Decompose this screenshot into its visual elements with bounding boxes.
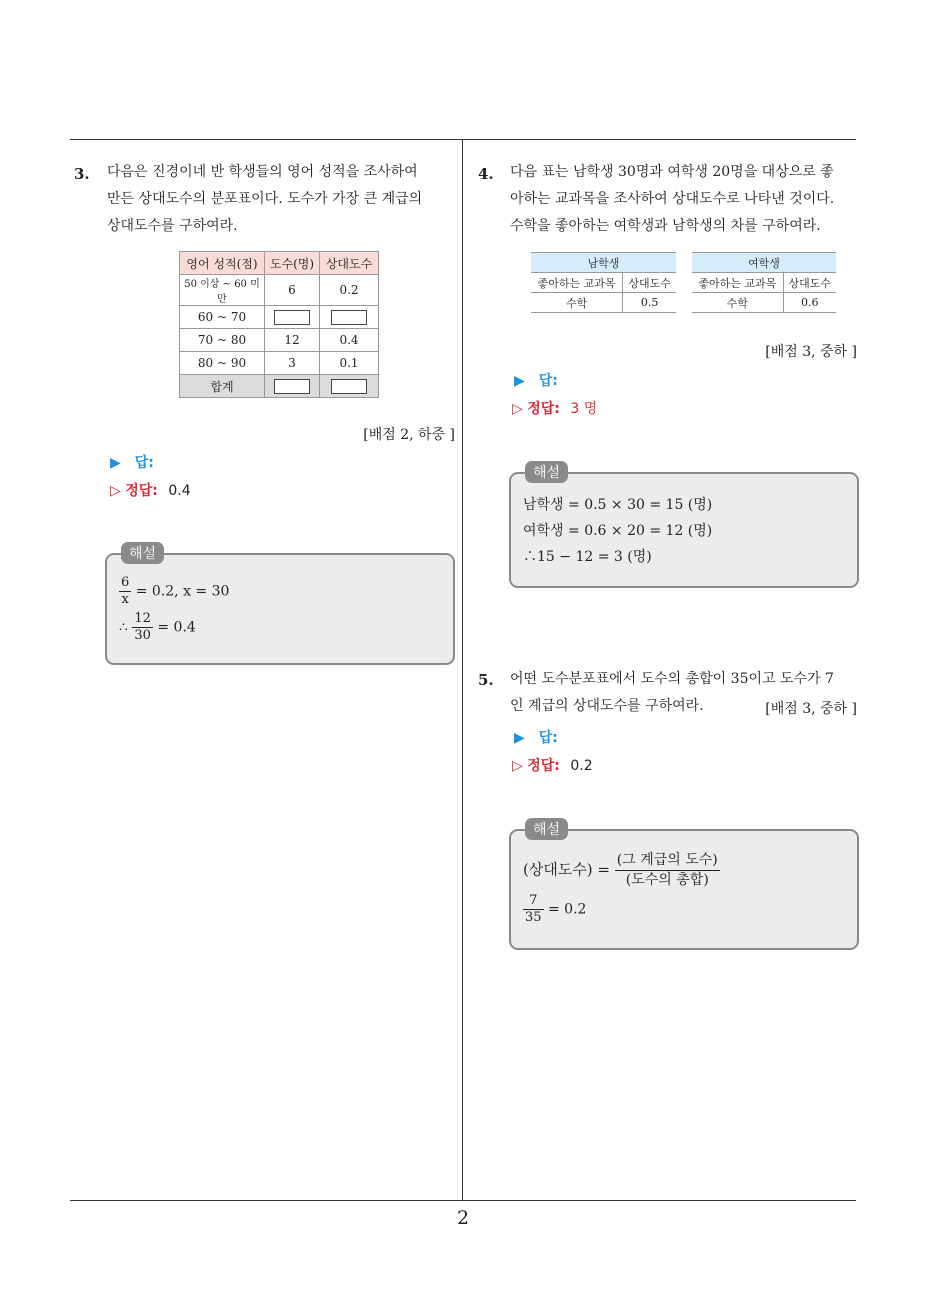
triangle-right-icon: ▶ <box>110 455 121 471</box>
correct-label: 정답: <box>527 758 560 774</box>
q4-text <box>510 159 860 240</box>
answer-label: 답: <box>134 455 154 471</box>
table-row <box>180 275 379 306</box>
triangle-outline-icon: ▷ <box>110 483 121 499</box>
solution-line: 남학생 = 0.5 × 30 = 15 (명) <box>523 497 713 513</box>
q3-frequency-table <box>179 251 379 398</box>
solution-tag: 해설 <box>121 542 164 564</box>
triangle-right-icon: ▶ <box>514 730 525 746</box>
fraction: $\frac{7}{35}$ <box>525 893 542 925</box>
blank-box-shape <box>274 310 310 325</box>
correct-value: 0.4 <box>168 483 191 499</box>
table-cell: 0.5 <box>623 293 676 313</box>
table-row <box>692 293 836 313</box>
q5-number: 5. <box>478 671 494 689</box>
triangle-outline-icon: ▷ <box>512 401 523 417</box>
answer-label: 답: <box>538 730 558 746</box>
blank-box-shape <box>274 379 310 394</box>
q3-text-line: 상대도수를 구하여라. <box>107 218 238 234</box>
solution-tag: 해설 <box>525 818 568 840</box>
bottom-rule <box>70 1200 856 1201</box>
solution-line: ∴15 − 12 = 3 (명) <box>523 549 652 565</box>
q4-female-table <box>692 252 836 313</box>
table-cell: 70 ~ 80 <box>180 329 265 352</box>
q5-text-line: 어떤 도수분포표에서 도수의 총합이 35이고 도수가 7 <box>510 671 834 687</box>
q4-correct <box>512 398 597 418</box>
table-cell: 0.1 <box>320 352 379 375</box>
correct-value: 3 명 <box>570 401 598 417</box>
q4-solution-box <box>509 465 859 588</box>
solution-text: = 0.2 <box>548 901 587 918</box>
table-cell: 0.4 <box>320 329 379 352</box>
table-cell: 0.6 <box>783 293 836 313</box>
q4-number: 4. <box>478 165 494 183</box>
correct-label: 정답: <box>527 401 560 417</box>
table-row <box>180 352 379 375</box>
fraction: $\frac{\text{(그 계급의 도수)}}{\text{(도수의 총합)}}$ <box>616 852 718 888</box>
q3-text-line: 만든 상대도수의 분포표이다. 도수가 가장 큰 계급의 <box>107 191 423 207</box>
q4-male-table <box>531 252 676 313</box>
table-sum-row <box>180 375 379 398</box>
table-row <box>180 329 379 352</box>
q4-answer <box>514 370 558 390</box>
q5-solution-box <box>509 822 859 950</box>
table-header: 상대도수 <box>623 273 676 293</box>
table-row <box>180 306 379 329</box>
solution-line: 여학생 = 0.6 × 20 = 12 (명) <box>523 523 713 539</box>
q3-score: [배점 2, 하중 ] <box>363 427 455 443</box>
table-title: 여학생 <box>692 253 836 273</box>
blank-box <box>320 306 379 329</box>
q4-score: [배점 3, 중하 ] <box>765 344 857 360</box>
q5-text-line: 인 계급의 상대도수를 구하여라. <box>510 698 704 714</box>
solution-text: = 0.4 <box>157 619 196 636</box>
table-cell: 50 이상 ~ 60 미만 <box>180 275 265 306</box>
blank-box-shape <box>331 310 367 325</box>
triangle-outline-icon: ▷ <box>512 758 523 774</box>
fraction: $\frac{6}{x}$ <box>121 575 130 607</box>
blank-box <box>320 375 379 398</box>
answer-label: 답: <box>538 373 558 389</box>
q4-text-line: 수학을 좋아하는 여학생과 남학생의 차를 구하여라. <box>510 218 821 234</box>
q3-text <box>107 159 457 240</box>
table-header: 좋아하는 교과목 <box>692 273 783 293</box>
q3-text-line: 다음은 진경이네 반 학생들의 영어 성적을 조사하여 <box>107 164 418 180</box>
top-rule <box>70 139 856 140</box>
table-cell: 수학 <box>692 293 783 313</box>
correct-label: 정답: <box>125 483 158 499</box>
correct-value: 0.2 <box>570 758 593 774</box>
solution-text: (상대도수) = <box>523 860 611 879</box>
table-row <box>531 293 676 313</box>
table-header: 상대도수 <box>783 273 836 293</box>
column-divider <box>462 139 463 1201</box>
q4-text-line: 다음 표는 남학생 30명과 여학생 20명을 대상으로 좋 <box>510 164 834 180</box>
table-header: 좋아하는 교과목 <box>531 273 623 293</box>
table-cell: 12 <box>265 329 320 352</box>
q5-score: [배점 3, 중하 ] <box>765 701 857 717</box>
table-cell: 80 ~ 90 <box>180 352 265 375</box>
table-header: 영어 성적(점) <box>180 252 265 275</box>
table-cell: 6 <box>265 275 320 306</box>
table-cell: 합계 <box>180 375 265 398</box>
solution-tag: 해설 <box>525 461 568 483</box>
q5-correct <box>512 755 593 775</box>
solution-line <box>523 851 720 890</box>
table-title: 남학생 <box>531 253 676 273</box>
table-cell: 수학 <box>531 293 623 313</box>
q3-correct <box>110 480 191 500</box>
solution-line <box>119 575 229 608</box>
fraction: $\frac{12}{30}$ <box>134 611 151 643</box>
triangle-right-icon: ▶ <box>514 373 525 389</box>
q5-answer <box>514 727 558 747</box>
q4-text-line: 아하는 교과목을 조사하여 상대도수로 나타낸 것이다. <box>510 191 835 207</box>
q3-number: 3. <box>74 165 90 183</box>
table-cell: 3 <box>265 352 320 375</box>
table-cell: 0.2 <box>320 275 379 306</box>
page-number: 2 <box>456 1207 470 1229</box>
table-header: 도수(명) <box>265 252 320 275</box>
solution-text: = 0.2, x = 30 <box>135 583 230 600</box>
q3-answer <box>110 452 154 472</box>
table-cell: 60 ~ 70 <box>180 306 265 329</box>
q3-solution-box <box>105 546 455 665</box>
blank-box-shape <box>331 379 367 394</box>
blank-box <box>265 306 320 329</box>
therefore-symbol: ∴ <box>119 619 128 636</box>
table-header: 상대도수 <box>320 252 379 275</box>
solution-line <box>523 893 586 926</box>
blank-box <box>265 375 320 398</box>
solution-line <box>119 611 196 644</box>
